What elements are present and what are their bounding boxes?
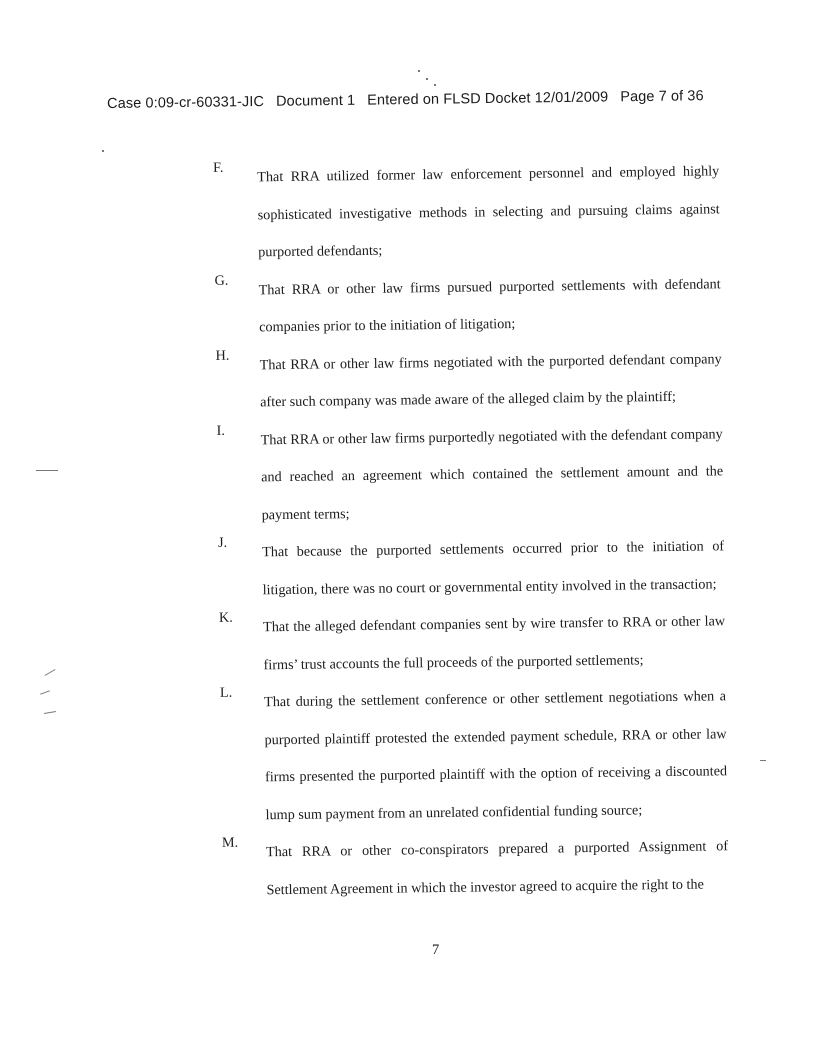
item-text: That RRA or other law firms purportedly negotiated with the defendant company and reached an agreement which contained the settlement amount and the payment terms; (260, 425, 724, 523)
list-item (210, 415, 751, 535)
item-letter: L. (219, 684, 233, 701)
document-body (207, 153, 757, 910)
item-text: That RRA or other law firms pursued purported settlements with defendant companies prior to the initiation of litigation; (258, 275, 721, 336)
document-number: Document 1 (275, 92, 356, 110)
scan-speck (44, 711, 56, 714)
list-item (208, 265, 749, 347)
list-item (213, 603, 754, 685)
scan-speck (102, 150, 104, 152)
item-letter: J. (217, 534, 228, 551)
list-item (209, 340, 750, 422)
item-letter: I. (216, 422, 225, 439)
item-text: That during the settlement conference or other settlement negotiations when a purported plaintiff protested the extended payment schedule, RRA or other law firms presented the purported plaintiff with the option of receiving a discounted lump sum payment from an unrelated confidential funding source; (263, 688, 728, 823)
item-text: That RRA utilized former law enforcement personnel and employed highly sophisticated investigative methods in selecting and pursuing claims against purported defendants; (257, 163, 720, 261)
list-item (207, 153, 748, 273)
item-letter: F. (212, 159, 224, 176)
item-letter: G. (214, 272, 229, 289)
docket-header (107, 88, 747, 112)
scan-speck (426, 78, 428, 80)
item-text: That the alleged defendant companies sent by wire transfer to RRA or other law firms’ trust accounts the full proceeds of the purported settlements; (263, 613, 726, 673)
docket-entry: Entered on FLSD Docket 12/01/2009 (367, 89, 609, 109)
list-item (214, 678, 756, 835)
item-letter: K. (218, 609, 233, 626)
scan-speck (45, 669, 56, 676)
scan-speck (434, 84, 436, 86)
list-item (216, 828, 757, 910)
item-text: That RRA or other co-conspirators prepared a purported Assignment of Settlement Agreement in which the investor agreed to acquire the right to the (265, 838, 729, 898)
item-text: That RRA or other law firms negotiated with the purported defendant company after such company was made aware of the alleged claim by the plaintiff; (259, 350, 722, 411)
scan-speck (760, 760, 766, 761)
item-letter: M. (221, 834, 239, 851)
item-letter: H. (215, 347, 230, 364)
list-item (212, 528, 753, 610)
scan-speck (36, 470, 58, 471)
page-number: 7 (432, 942, 440, 958)
case-number: Case 0:09-cr-60331-JIC (107, 93, 265, 112)
scan-speck (418, 70, 420, 72)
scan-speck (40, 690, 50, 694)
page-count: Page 7 of 36 (620, 88, 704, 106)
item-text: That because the purported settlements occurred prior to the initiation of litigation, there was no court or governmental entity involved in the transaction; (262, 538, 725, 598)
